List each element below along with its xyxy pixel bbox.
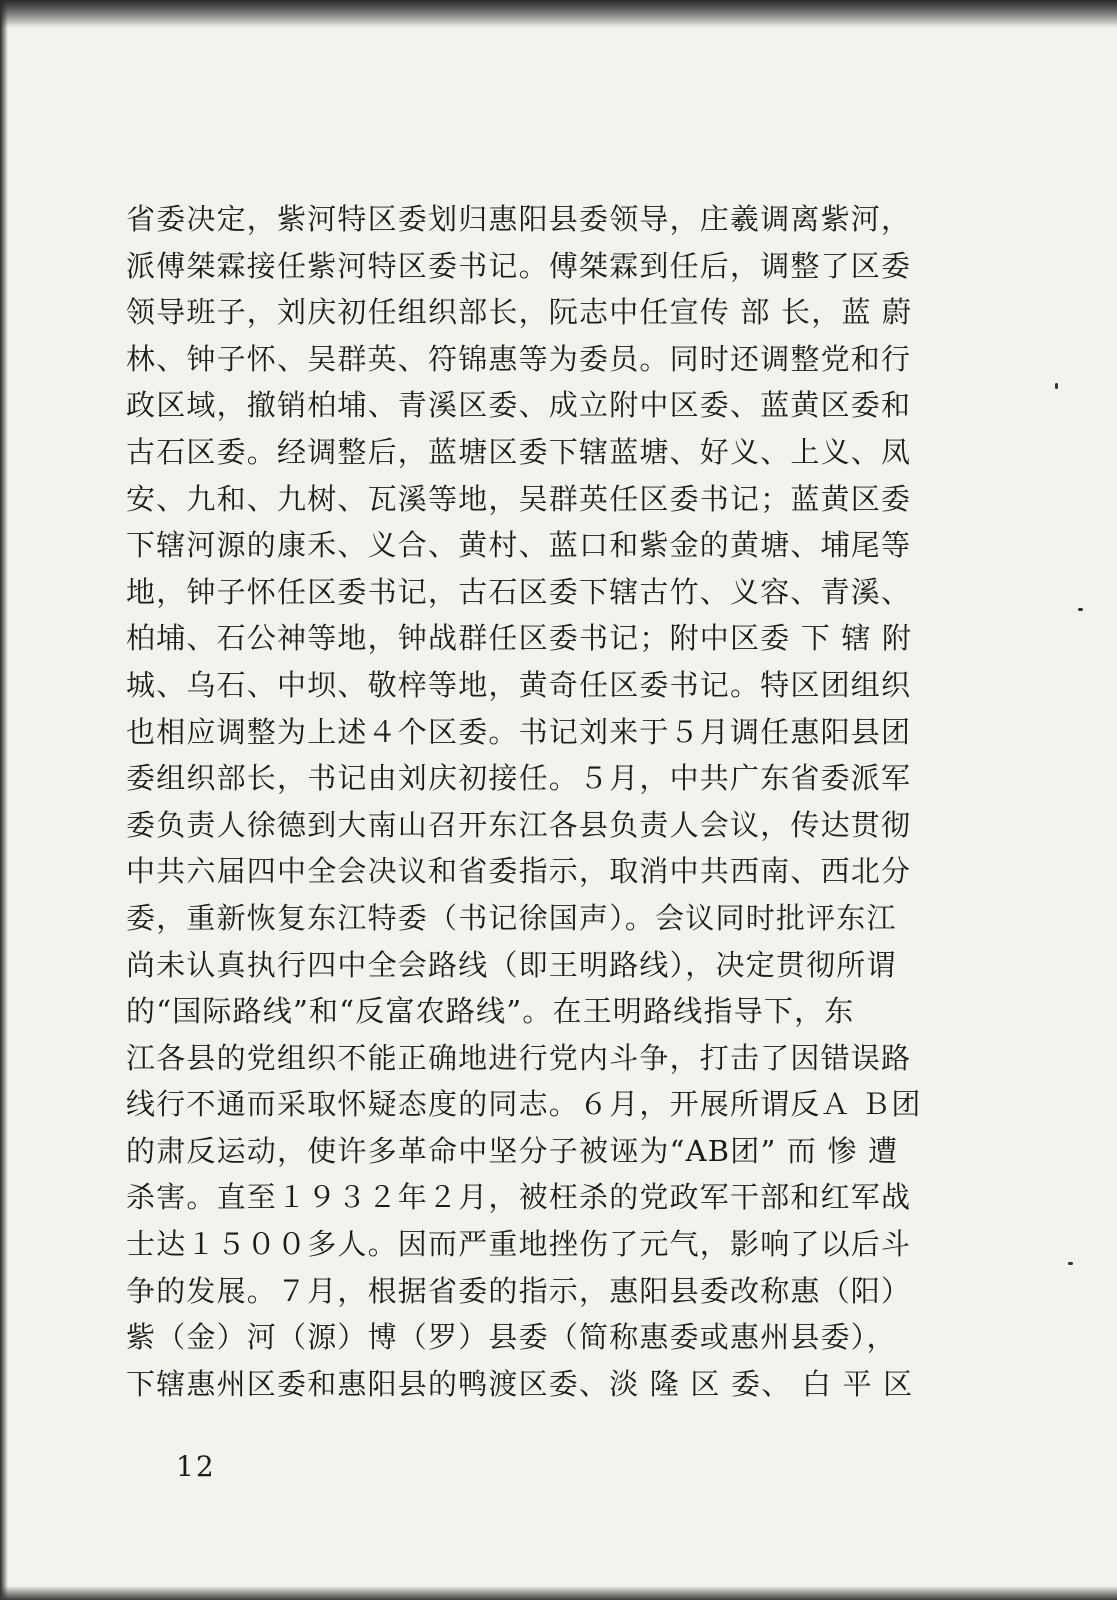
scan-speck — [1078, 608, 1083, 611]
scan-top-edge — [0, 0, 1117, 28]
text-line: 领导班子，刘庆初任组织部长，阮志中任宣传 部 长，蓝 蔚 — [126, 295, 913, 330]
text-line: 省委决定，紫河特区委划归惠阳县委领导，庄羲调离紫河， — [126, 202, 912, 236]
scan-left-edge — [0, 0, 8, 1600]
text-line: 委负责人徐德到大南山召开东江各县负责人会议，传达贯彻 — [126, 807, 912, 842]
text-line: 派傅桀霖接任紫河特区委书记。傅桀霖到任后，调整了区委 — [126, 248, 912, 283]
scan-speck — [1055, 383, 1058, 389]
text-line: 争的发展。７月，根据省委的指示，惠阳县委改称惠（阳） — [126, 1273, 912, 1308]
text-line: 古石区委。经调整后，蓝塘区委下辖蓝塘、好义、上义、凤 — [126, 434, 912, 469]
text-line: 城、乌石、中坝、敬梓等地，黄奇任区委书记。特区团组织 — [126, 667, 912, 702]
text-line: 下辖河源的康禾、义合、黄村、蓝口和紫金的黄塘、埔尾等 — [126, 528, 912, 563]
text-line: 尚未认真执行四中全会路线（即王明路线），决定贯彻所谓 — [126, 947, 897, 982]
text-line: 也相应调整为上述４个区委。书记刘来于５月调任惠阳县团 — [126, 714, 912, 749]
text-line: 的“国际路线”和“反富农路线”。在王明路线指导下，东 — [126, 994, 855, 1029]
page-number: 12 — [176, 1450, 216, 1483]
text-line: 委，重新恢复东江特委（书记徐国声）。会议同时批评东江 — [126, 900, 897, 935]
text-line: 地，钟子怀任区委书记，古石区委下辖古竹、义容、青溪、 — [126, 574, 912, 609]
text-line: 线行不通而采取怀疑态度的同志。６月，开展所谓反Ａ Ｂ团 — [126, 1087, 922, 1122]
text-line: 中共六届四中全会决议和省委指示，取消中共西南、西北分 — [126, 854, 912, 889]
text-line: 杀害。直至１９３２年２月，被枉杀的党政军干部和红军战 — [126, 1180, 912, 1215]
text-line: 紫（金）河（源）博（罗）县委（简称惠委或惠州县委）， — [126, 1320, 897, 1355]
text-line: 下辖惠州区委和惠阳县的鸭渡区委、淡 隆 区 委、 白 平 区 — [126, 1366, 914, 1401]
body-text — [126, 196, 986, 1407]
text-line: 安、九和、九树、瓦溪等地，吴群英任区委书记；蓝黄区委 — [126, 481, 912, 516]
text-line: 江各县的党组织不能正确地进行党内斗争，打击了因错误路 — [126, 1040, 912, 1075]
text-line: 林、钟子怀、吴群英、符锦惠等为委员。同时还调整党和行 — [126, 341, 912, 376]
text-line: 士达１５００多人。因而严重地挫伤了元气，影响了以后斗 — [126, 1227, 912, 1262]
text-line: 政区域，撤销柏埔、青溪区委、成立附中区委、蓝黄区委和 — [126, 388, 912, 423]
scan-bottom-edge — [0, 1586, 1117, 1600]
text-line: 柏埔、石公神等地，钟战群任区委书记；附中区委 下 辖 附 — [126, 621, 913, 656]
text-line: 委组织部长，书记由刘庆初接任。５月，中共广东省委派军 — [126, 761, 912, 796]
text-line: 的肃反运动，使许多革命中坚分子被诬为“AB团” 而 惨 遭 — [126, 1133, 899, 1168]
scan-speck — [1068, 1262, 1073, 1265]
